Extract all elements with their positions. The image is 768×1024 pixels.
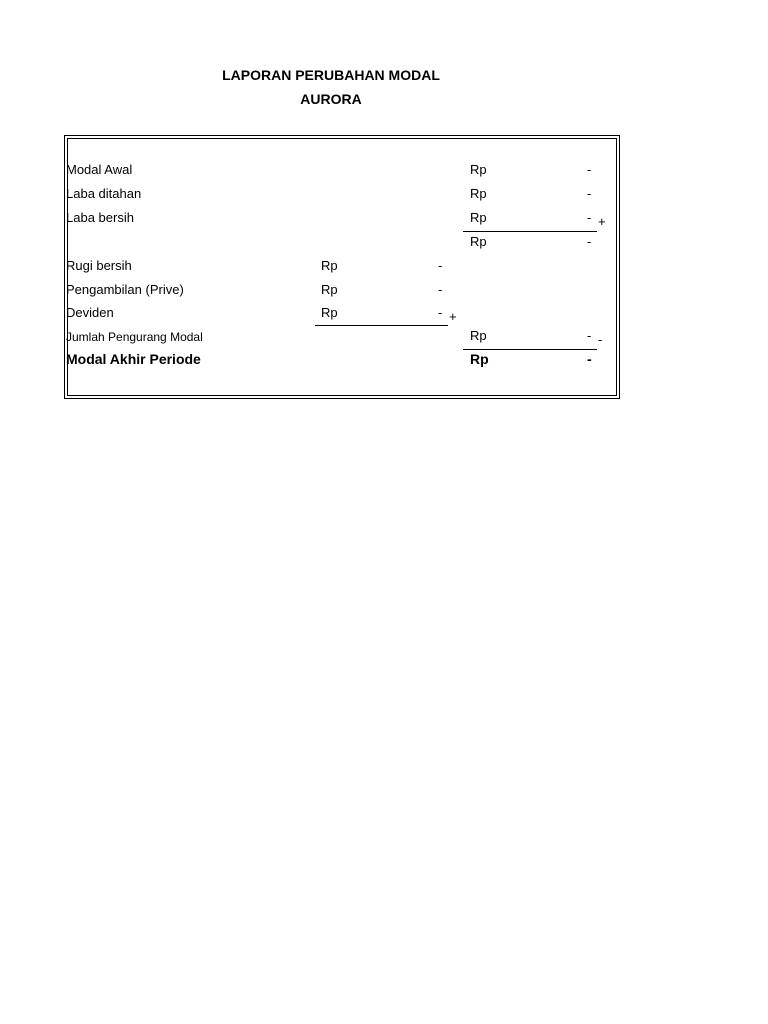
currency-rugi-bersih: Rp: [321, 258, 338, 273]
value-modal-akhir: -: [587, 351, 592, 367]
report-title: LAPORAN PERUBAHAN MODAL: [222, 67, 440, 83]
plus-operator: +: [598, 214, 606, 229]
company-name: AURORA: [300, 91, 362, 107]
sum-rule-total: [463, 349, 597, 350]
currency-subtotal-penambah: Rp: [470, 234, 487, 249]
currency-modal-akhir: Rp: [470, 351, 489, 367]
label-deviden: Deviden: [66, 305, 114, 320]
label-rugi-bersih: Rugi bersih: [66, 258, 132, 273]
minus-operator: -: [598, 332, 603, 347]
value-rugi-bersih: -: [438, 258, 443, 273]
currency-pengambilan: Rp: [321, 282, 338, 297]
label-laba-bersih: Laba bersih: [66, 210, 134, 225]
value-modal-awal: -: [587, 162, 592, 177]
value-jumlah-pengurang: -: [587, 328, 592, 343]
value-deviden: -: [438, 305, 443, 320]
label-modal-awal: Modal Awal: [66, 162, 133, 177]
currency-laba-bersih: Rp: [470, 210, 487, 225]
label-laba-ditahan: Laba ditahan: [66, 186, 142, 201]
currency-laba-ditahan: Rp: [470, 186, 487, 201]
label-pengambilan: Pengambilan (Prive): [66, 282, 184, 297]
currency-deviden: Rp: [321, 305, 338, 320]
value-subtotal-penambah: -: [587, 234, 592, 249]
value-laba-ditahan: -: [587, 186, 592, 201]
currency-jumlah-pengurang: Rp: [470, 328, 487, 343]
currency-modal-awal: Rp: [470, 162, 487, 177]
sum-rule-penambah: [463, 231, 597, 232]
sum-rule-pengurang: [315, 325, 448, 326]
value-pengambilan: -: [438, 282, 443, 297]
label-modal-akhir: Modal Akhir Periode: [66, 351, 201, 367]
value-laba-bersih: -: [587, 210, 592, 225]
label-jumlah-pengurang: Jumlah Pengurang Modal: [66, 330, 203, 344]
plus-operator: +: [449, 309, 457, 324]
